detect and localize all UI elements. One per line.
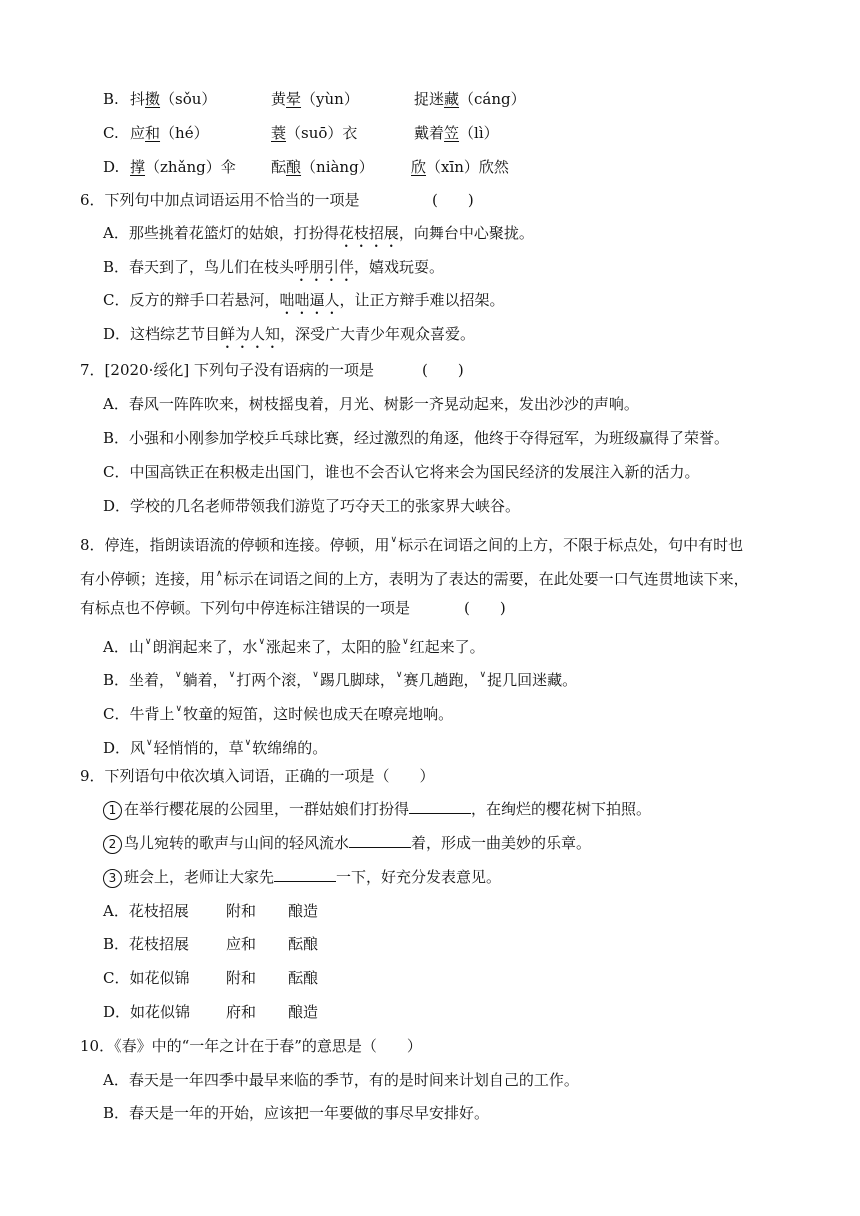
- q6-stem: 6．下列句中加点词语运用不恰当的一项是 ( ): [80, 191, 474, 209]
- q9-option-c: C．如花似锦 附和 酝酿: [103, 969, 319, 987]
- circled-number-3: 3: [103, 869, 122, 888]
- pause-mark-icon: ∨: [175, 704, 183, 714]
- q10-stem: 10．《春》中的“一年之计在于春”的意思是（ ）: [80, 1037, 422, 1055]
- pause-mark-icon: ∨: [228, 670, 236, 680]
- q7-option-b: B．小强和小刚参加学校乒乓球比赛，经过激烈的角逐，他终于夺得冠军，为班级赢得了荣誉。: [103, 429, 730, 447]
- fill-blank: [409, 799, 471, 814]
- pause-mark-icon: ∨: [395, 670, 403, 680]
- q10-option-b: B．春天是一年的开始，应该把一年要做的事尽早安排好。: [103, 1104, 490, 1122]
- q7-stem: 7．[2020·绥化] 下列句子没有语病的一项是 ( ): [80, 361, 464, 379]
- q9-option-d: D．如花似锦 府和 酿造: [103, 1003, 319, 1021]
- pause-mark-icon: ∨: [146, 738, 153, 748]
- pause-mark-icon: ∨: [175, 670, 182, 680]
- fill-blank: [274, 867, 336, 882]
- pause-mark-icon: ∨: [144, 637, 152, 647]
- q7-option-a: A．春风一阵阵吹来，树枝摇曳着，月光、树影一齐晃动起来，发出沙沙的声响。: [103, 395, 639, 413]
- pause-mark-icon: ∨: [479, 670, 487, 680]
- q10-option-a: A．春天是一年四季中最早来临的季节，有的是时间来计划自己的工作。: [103, 1071, 579, 1089]
- pause-mark-icon: ∨: [402, 637, 409, 647]
- q5-option-b: B. 抖擞（sǒu） 黄晕（yùn） 捉迷藏（cáng）: [103, 90, 526, 108]
- q9-option-a: A．花枝招展 附和 酿造: [103, 902, 319, 920]
- q7-option-c: C．中国高铁正在积极走出国门，谁也不会否认它将来会为国民经济的发展注入新的活力。: [103, 463, 700, 481]
- link-mark-icon: ∧: [216, 569, 223, 579]
- q6-option-b: B．春天到了，鸟儿们在枝头呼朋引伴，嬉戏玩耍。: [103, 258, 445, 276]
- q5-option-c: C. 应和（hé） 蓑（suō）衣 戴着笠（lì）: [103, 124, 499, 142]
- pause-mark-icon: ∨: [312, 670, 319, 680]
- answer-paren: ( ): [432, 191, 474, 209]
- q7-option-d: D．学校的几名老师带领我们游览了巧夺天工的张家界大峡谷。: [103, 497, 521, 515]
- q8-option-d: D．风∨轻悄悄的，草∨软绵绵的。: [103, 738, 328, 757]
- pause-mark-icon: ∨: [244, 738, 252, 748]
- q9-sentence-2: 2 鸟儿宛转的歌声与山间的轻风流水 着，形成一曲美妙的乐章。: [103, 833, 591, 854]
- q6-option-a: A．那些挑着花篮灯的姑娘，打扮得花枝招展，向舞台中心聚拢。: [103, 224, 534, 242]
- q5-option-d: D. 撑（zhǎng）伞 酝酿（niàng） 欣（xīn）欣然: [103, 158, 509, 176]
- q8-stem-line-3: 有标点也不停顿。下列句中停连标注错误的一项是 ( ): [80, 599, 506, 617]
- answer-paren: ( ): [422, 361, 464, 379]
- q8-option-c: C．牛背上∨牧童的短笛，这时候也成天在嘹亮地响。: [103, 704, 454, 723]
- q6-option-d: D．这档综艺节目鲜为人知，深受广大青少年观众喜爱。: [103, 325, 476, 343]
- q8-stem-line-1: 8．停连，指朗读语流的停顿和连接。停顿，用∨标示在词语之间的上方，不限于标点处，句中有时也: [80, 535, 744, 554]
- q9-option-b: B．花枝招展 应和 酝酿: [103, 935, 319, 953]
- q8-stem-line-2: 有小停顿；连接，用∧标示在词语之间的上方，表明为了表达的需要，在此处要一口气连贯地读下来，: [80, 569, 749, 588]
- pause-mark-icon: ∨: [258, 637, 266, 647]
- q9-sentence-3: 3 班会上，老师让大家先 一下，好充分发表意见。: [103, 867, 501, 888]
- circled-number-2: 2: [103, 835, 122, 854]
- pause-mark-icon: ∨: [390, 535, 398, 545]
- q8-option-a: A．山∨朗润起来了，水∨涨起来了，太阳的脸∨红起来了。: [103, 637, 485, 656]
- q9-sentence-1: 1 在举行樱花展的公园里，一群姑娘们打扮得 ，在绚烂的樱花树下拍照。: [103, 799, 651, 820]
- circled-number-1: 1: [103, 801, 122, 820]
- q8-option-b: B．坐着，∨躺着，∨打两个滚，∨踢几脚球，∨赛几趟跑，∨捉几回迷藏。: [103, 670, 578, 689]
- answer-paren: ( ): [464, 599, 506, 617]
- q9-stem: 9．下列语句中依次填入词语，正确的一项是（ ）: [80, 767, 435, 785]
- fill-blank: [349, 833, 411, 848]
- q6-option-c: C．反方的辩手口若悬河，咄咄逼人，让正方辩手难以招架。: [103, 291, 505, 309]
